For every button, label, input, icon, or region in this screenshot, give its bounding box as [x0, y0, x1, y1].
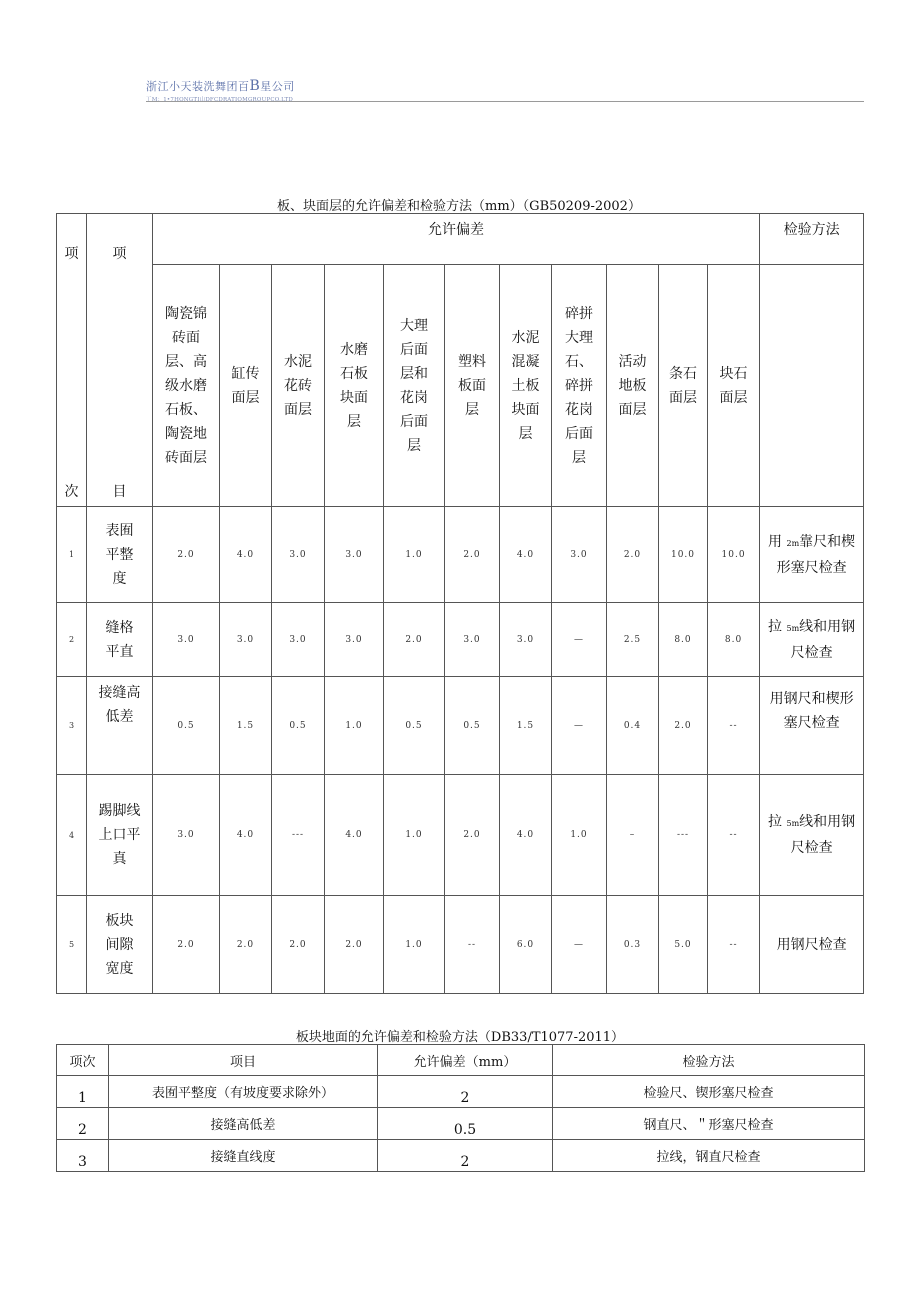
header-index-bottom: 次 — [64, 484, 79, 500]
value-cell: 0.5 — [153, 677, 220, 775]
value-cell: 2.0 — [445, 507, 500, 603]
row-index: 4 — [57, 775, 87, 896]
subheader-cell: 大理后面层和花岗后面层 — [384, 265, 445, 507]
value-cell: 4.0 — [500, 507, 552, 603]
value-cell: 1.0 — [384, 896, 445, 994]
value-cell: 2.0 — [384, 603, 445, 677]
row-item: 表囿平整度（有坡度要求除外） — [109, 1076, 378, 1108]
row-item: 接缝高低差 — [109, 1108, 378, 1140]
value-cell: 10.0 — [659, 507, 708, 603]
method-text: 线和用钢尺检查 — [790, 618, 856, 661]
header-divider — [146, 101, 864, 102]
row-item: 接缝直线度 — [109, 1140, 378, 1172]
table1-caption: 板、块面层的允许偏差和检验方法（mm）（GB50209-2002） — [277, 199, 641, 214]
subheader-cell: 水泥混凝土板块面层 — [500, 265, 552, 507]
row-index: 5 — [57, 896, 87, 994]
subheader-cell: 条石面层 — [659, 265, 708, 507]
value-cell: 3.0 — [325, 603, 384, 677]
value-cell: 2.0 — [607, 507, 659, 603]
row-tolerance: 0.5 — [378, 1108, 553, 1140]
value-cell: – — [607, 775, 659, 896]
value-cell: -- — [708, 896, 760, 994]
table-row — [57, 1140, 865, 1172]
header-cell: 项目 — [109, 1045, 378, 1076]
subheader-cell: 水泥花砖面层 — [272, 265, 325, 507]
value-cell: 3.0 — [153, 603, 220, 677]
value-cell: 4.0 — [500, 775, 552, 896]
company-name-part: B — [249, 78, 261, 94]
subheader-cell: 缸传面层 — [220, 265, 272, 507]
row-method — [760, 507, 864, 603]
row-index: 2 — [57, 1108, 109, 1140]
value-cell: 2.0 — [325, 896, 384, 994]
method-text: 拉 — [768, 618, 783, 635]
value-cell: 0.5 — [272, 677, 325, 775]
tolerance-table-gb50209 — [56, 213, 864, 994]
row-item-name: 板块间隙宽度 — [87, 896, 153, 994]
value-cell: 3.0 — [220, 603, 272, 677]
header-index — [57, 214, 87, 507]
table-row — [57, 507, 864, 603]
company-name-part: 星公司 — [260, 80, 295, 93]
row-tolerance: 2 — [378, 1076, 553, 1108]
row-item-name: 踢脚线上口平真 — [87, 775, 153, 896]
row-method — [760, 896, 864, 994]
value-cell: 1.5 — [500, 677, 552, 775]
value-cell: 4.0 — [220, 507, 272, 603]
value-cell: 1.0 — [384, 507, 445, 603]
header-item-top: 项 — [112, 246, 127, 262]
row-index: 3 — [57, 677, 87, 775]
value-cell: 8.0 — [708, 603, 760, 677]
value-cell: -- — [708, 677, 760, 775]
value-cell: 4.0 — [325, 775, 384, 896]
table-row — [57, 603, 864, 677]
value-cell: 1.0 — [552, 775, 607, 896]
row-index: 1 — [57, 1076, 109, 1108]
value-cell: — — [552, 677, 607, 775]
value-cell: 2.0 — [153, 507, 220, 603]
method-text: 用钢尺检查 — [776, 936, 847, 953]
value-cell: 3.0 — [272, 603, 325, 677]
value-cell: 0.5 — [445, 677, 500, 775]
header-index-top: 项 — [64, 246, 79, 262]
value-cell: 6.0 — [500, 896, 552, 994]
table-row — [57, 896, 864, 994]
method-text: 用 — [768, 533, 783, 550]
row-method: 钢直尺、＂形塞尺检查 — [553, 1108, 865, 1140]
value-cell: --- — [272, 775, 325, 896]
value-cell: 5.0 — [659, 896, 708, 994]
method-unit: 5m — [786, 819, 800, 828]
header-method: 检验方法 — [760, 214, 864, 265]
row-method — [760, 775, 864, 896]
table-row — [57, 1076, 865, 1108]
value-cell: 0.5 — [384, 677, 445, 775]
subheader-cell: 块石面层 — [708, 265, 760, 507]
value-cell: 3.0 — [325, 507, 384, 603]
method-text: 靠尺和楔形塞尺检查 — [776, 533, 856, 576]
method-unit: 5m — [786, 623, 800, 633]
value-cell: 3.0 — [445, 603, 500, 677]
table-row — [57, 775, 864, 896]
value-cell: 0.3 — [607, 896, 659, 994]
header-cell: 检验方法 — [553, 1045, 865, 1076]
row-method — [760, 677, 864, 775]
value-cell: -- — [708, 775, 760, 896]
value-cell: --- — [659, 775, 708, 896]
company-name — [146, 78, 864, 94]
subheader-method-empty — [760, 265, 864, 507]
value-cell: 0.4 — [607, 677, 659, 775]
row-method: 检验尺、锲形塞尺检查 — [553, 1076, 865, 1108]
value-cell: 3.0 — [153, 775, 220, 896]
row-method — [760, 603, 864, 677]
value-cell: 1.0 — [384, 775, 445, 896]
value-cell: 4.0 — [220, 775, 272, 896]
subheader-cell: 塑料板面层 — [445, 265, 500, 507]
header-item-bottom: 目 — [112, 484, 127, 500]
row-method: 拉线，钢直尺检查 — [553, 1140, 865, 1172]
subheader-cell: 碎拼大理石、碎拼花岗后面层 — [552, 265, 607, 507]
value-cell: 2.5 — [607, 603, 659, 677]
company-name-part: 浙江小天装洗舞团百 — [146, 80, 250, 93]
value-cell: — — [552, 603, 607, 677]
method-text: 拉 — [768, 814, 783, 830]
value-cell: 2.0 — [445, 775, 500, 896]
value-cell: 3.0 — [552, 507, 607, 603]
row-index: 3 — [57, 1140, 109, 1172]
value-cell: 10.0 — [708, 507, 760, 603]
value-cell: — — [552, 896, 607, 994]
header-cell: 项次 — [57, 1045, 109, 1076]
value-cell: 1.0 — [325, 677, 384, 775]
method-unit: 2m — [786, 538, 800, 548]
table-row — [57, 1108, 865, 1140]
row-item-name: 缝格平直 — [87, 603, 153, 677]
subheader-cell: 陶瓷锦砖面层、高级水磨石板、陶瓷地砖面层 — [153, 265, 220, 507]
value-cell: 3.0 — [272, 507, 325, 603]
table-row — [57, 677, 864, 775]
value-cell: 8.0 — [659, 603, 708, 677]
value-cell: 2.0 — [659, 677, 708, 775]
value-cell: 2.0 — [272, 896, 325, 994]
subheader-cell: 水磨石板块面层 — [325, 265, 384, 507]
row-tolerance: 2 — [378, 1140, 553, 1172]
subheader-cell: 活动地板面层 — [607, 265, 659, 507]
value-cell: 3.0 — [500, 603, 552, 677]
method-text: 用钢尺和楔形塞尺检查 — [769, 691, 854, 731]
tolerance-table-db33 — [56, 1044, 865, 1172]
row-item-name: 表囿平整度 — [87, 507, 153, 603]
row-item-name: 接缝高低差 — [87, 677, 153, 775]
header-item — [87, 214, 153, 507]
value-cell: 2.0 — [220, 896, 272, 994]
method-text: 线和用钢尺检查 — [790, 814, 856, 856]
header-tolerance-group: 允许偏差 — [153, 214, 760, 265]
table2-caption: 板块地面的允许偏差和检验方法（DB33/T1077-2011） — [295, 1030, 625, 1045]
value-cell: 2.0 — [153, 896, 220, 994]
value-cell: 1.5 — [220, 677, 272, 775]
row-index: 1 — [57, 507, 87, 603]
header-cell: 允许偏差（mm） — [378, 1045, 553, 1076]
row-index: 2 — [57, 603, 87, 677]
company-subtitle: 丁M：1•7HONGTI⼭DFCDRATIOMGROUPCO.LTD — [146, 97, 293, 103]
page-header — [146, 78, 864, 103]
value-cell: -- — [445, 896, 500, 994]
